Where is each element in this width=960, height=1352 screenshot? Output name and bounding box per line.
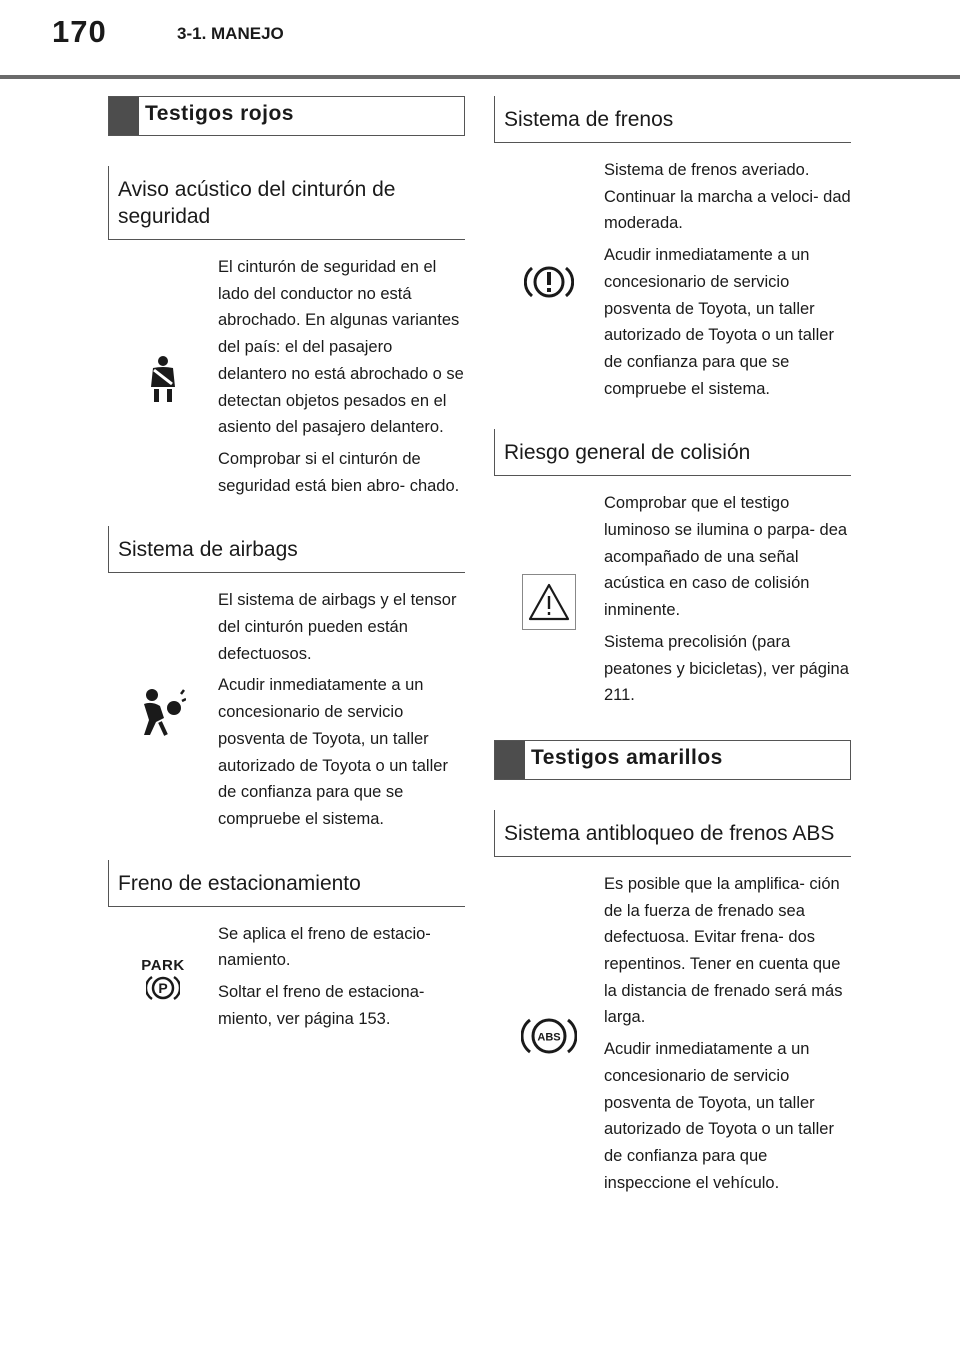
item-title-abs: Sistema antibloqueo de frenos ABS — [494, 810, 851, 857]
paragraph: Acudir inmediatamente a un concesionario de servicio posventa de Toyota, un taller autorizado de Toyota o un taller de confianza para que inspeccione el vehículo. — [604, 1040, 834, 1192]
paragraph: El cinturón de seguridad en el lado del conductor no está abrochado. En algunas variantes del país: el del pasajero delantero no está abrochado o se detectan objetos pesados en el asiento del pasajero delantero. — [218, 258, 464, 437]
item-title-seatbelt: Aviso acústico del cinturón de seguridad — [108, 166, 465, 240]
seatbelt-icon — [145, 355, 181, 403]
paragraph: Comprobar si el cinturón de seguridad está bien abro- chado. — [218, 449, 460, 495]
section-title: Testigos rojos — [145, 102, 294, 125]
paragraph: Sistema de frenos averiado. Continuar la marcha a veloci- dad moderada. — [604, 161, 851, 233]
page-number: 170 — [52, 14, 107, 49]
section-tab — [495, 741, 525, 779]
paragraph: Sistema precolisión (para peatones y bicicletas), ver página 211. — [604, 632, 849, 705]
item-body-airbags — [108, 587, 465, 837]
item-title-brake-system: Sistema de frenos — [494, 96, 851, 143]
collision-warning-icon — [522, 574, 576, 630]
section-title: Testigos amarillos — [531, 745, 723, 769]
park-brake-icon — [141, 957, 184, 1002]
item-body-parking-brake — [108, 921, 465, 1038]
abs-icon — [521, 1015, 577, 1057]
park-letter: P — [158, 979, 168, 996]
left-column — [108, 96, 465, 1037]
item-body-brake-system — [494, 157, 851, 407]
park-label: PARK — [141, 956, 185, 974]
right-column — [494, 96, 851, 1201]
header-divider — [0, 75, 960, 79]
chapter-title: 3-1. MANEJO — [177, 24, 284, 43]
section-yellow-lights — [494, 740, 851, 780]
section-tab — [109, 97, 139, 135]
paragraph: El sistema de airbags y el tensor del cinturón pueden están defectuosos. — [218, 591, 457, 663]
item-body-seatbelt — [108, 254, 465, 504]
item-body-collision-risk — [494, 490, 851, 714]
abs-label: ABS — [537, 1031, 561, 1044]
item-title-collision-risk: Riesgo general de colisión — [494, 429, 851, 476]
item-title-parking-brake: Freno de estacionamiento — [108, 860, 465, 907]
airbag-icon — [140, 688, 186, 736]
brake-warning-icon — [524, 264, 574, 300]
paragraph: Acudir inmediatamente a un concesionario de servicio posventa de Toyota, un taller autorizado de Toyota o un taller de confianza para que se compruebe el sistema. — [218, 676, 448, 828]
paragraph: Soltar el freno de estaciona- miento, ver página 153. — [218, 983, 425, 1028]
item-body-abs — [494, 871, 851, 1201]
paragraph: Acudir inmediatamente a un concesionario de servicio posventa de Toyota, un taller autorizado de Toyota o un taller de confianza para que se compruebe el sistema. — [604, 246, 834, 398]
paragraph: Se aplica el freno de estacio- namiento. — [218, 924, 431, 970]
item-title-airbags: Sistema de airbags — [108, 526, 465, 573]
page-header — [0, 0, 960, 80]
section-red-lights — [108, 96, 465, 136]
paragraph: Comprobar que el testigo luminoso se ilumina o parpa- dea acompañado de una señal acústica en caso de colisión inminente. — [604, 494, 848, 620]
paragraph: Es posible que la amplifica- ción de la fuerza de frenado sea defectuosa. Evitar frena- dos repentinos. Tener en cuenta que la distancia de frenado será más larga. — [604, 874, 843, 1027]
